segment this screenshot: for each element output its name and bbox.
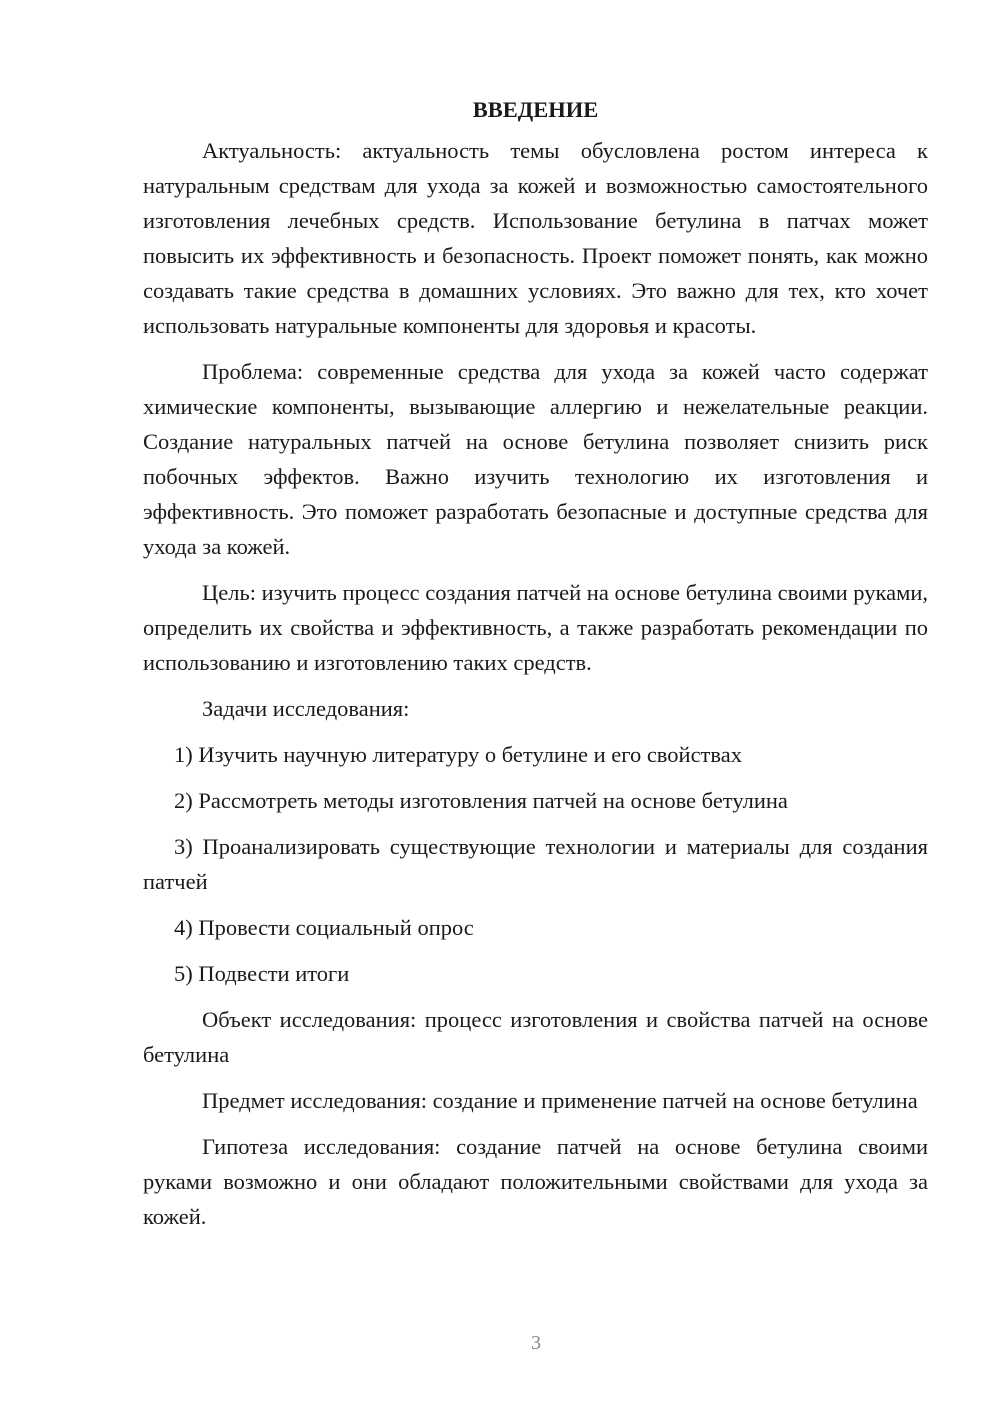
hypothesis-paragraph: Гипотеза исследования: создание патчей на основе бетулина своими руками возможно и они обладают положительными свойствами для ухода за кожей. <box>143 1134 928 1229</box>
subject-paragraph: Предмет исследования: создание и применение патчей на основе бетулина <box>202 1088 918 1113</box>
task-item-1: 1) Изучить научную литературу о бетулине и его свойствах <box>174 742 742 767</box>
tasks-title: Задачи исследования: <box>202 696 410 721</box>
task-item-4: 4) Провести социальный опрос <box>174 915 474 940</box>
problem-paragraph: Проблема: современные средства для ухода за кожей часто содержат химические компоненты, вызывающие аллергию и нежелательные реакции. Создание натуральных патчей на основе бетулина позволяет снизить риск побочных эффектов. Важно изучить технологию их изготовления и эффективность. Это поможет разработать безопасные и доступные средства для ухода за кожей. <box>143 359 928 559</box>
goal-paragraph: Цель: изучить процесс создания патчей на основе бетулина своими руками, определить их свойства и эффективность, а также разработать рекомендации по использованию и изготовлению таких средств. <box>143 580 928 675</box>
page-title: ВВЕДЕНИЕ <box>472 97 599 122</box>
object-paragraph: Объект исследования: процесс изготовления и свойства патчей на основе бетулина <box>143 1007 928 1067</box>
page-number: 3 <box>531 1332 541 1354</box>
task-item-5: 5) Подвести итоги <box>174 961 350 986</box>
task-item-2: 2) Рассмотреть методы изготовления патчей на основе бетулина <box>174 788 788 813</box>
document-body <box>143 92 928 1245</box>
relevance-paragraph: Актуальность: актуальность темы обусловлена ростом интереса к натуральным средствам для ухода за кожей и возможностью самостоятельного изготовления лечебных средств. Использование бетулина в патчах может повысить их эффективность и безопасность. Проект поможет понять, как можно создавать такие средства в домашних условиях. Это важно для тех, кто хочет использовать натуральные компоненты для здоровья и красоты. <box>143 138 928 338</box>
task-item-3: 3) Проанализировать существующие технологии и материалы для создания патчей <box>143 834 928 894</box>
